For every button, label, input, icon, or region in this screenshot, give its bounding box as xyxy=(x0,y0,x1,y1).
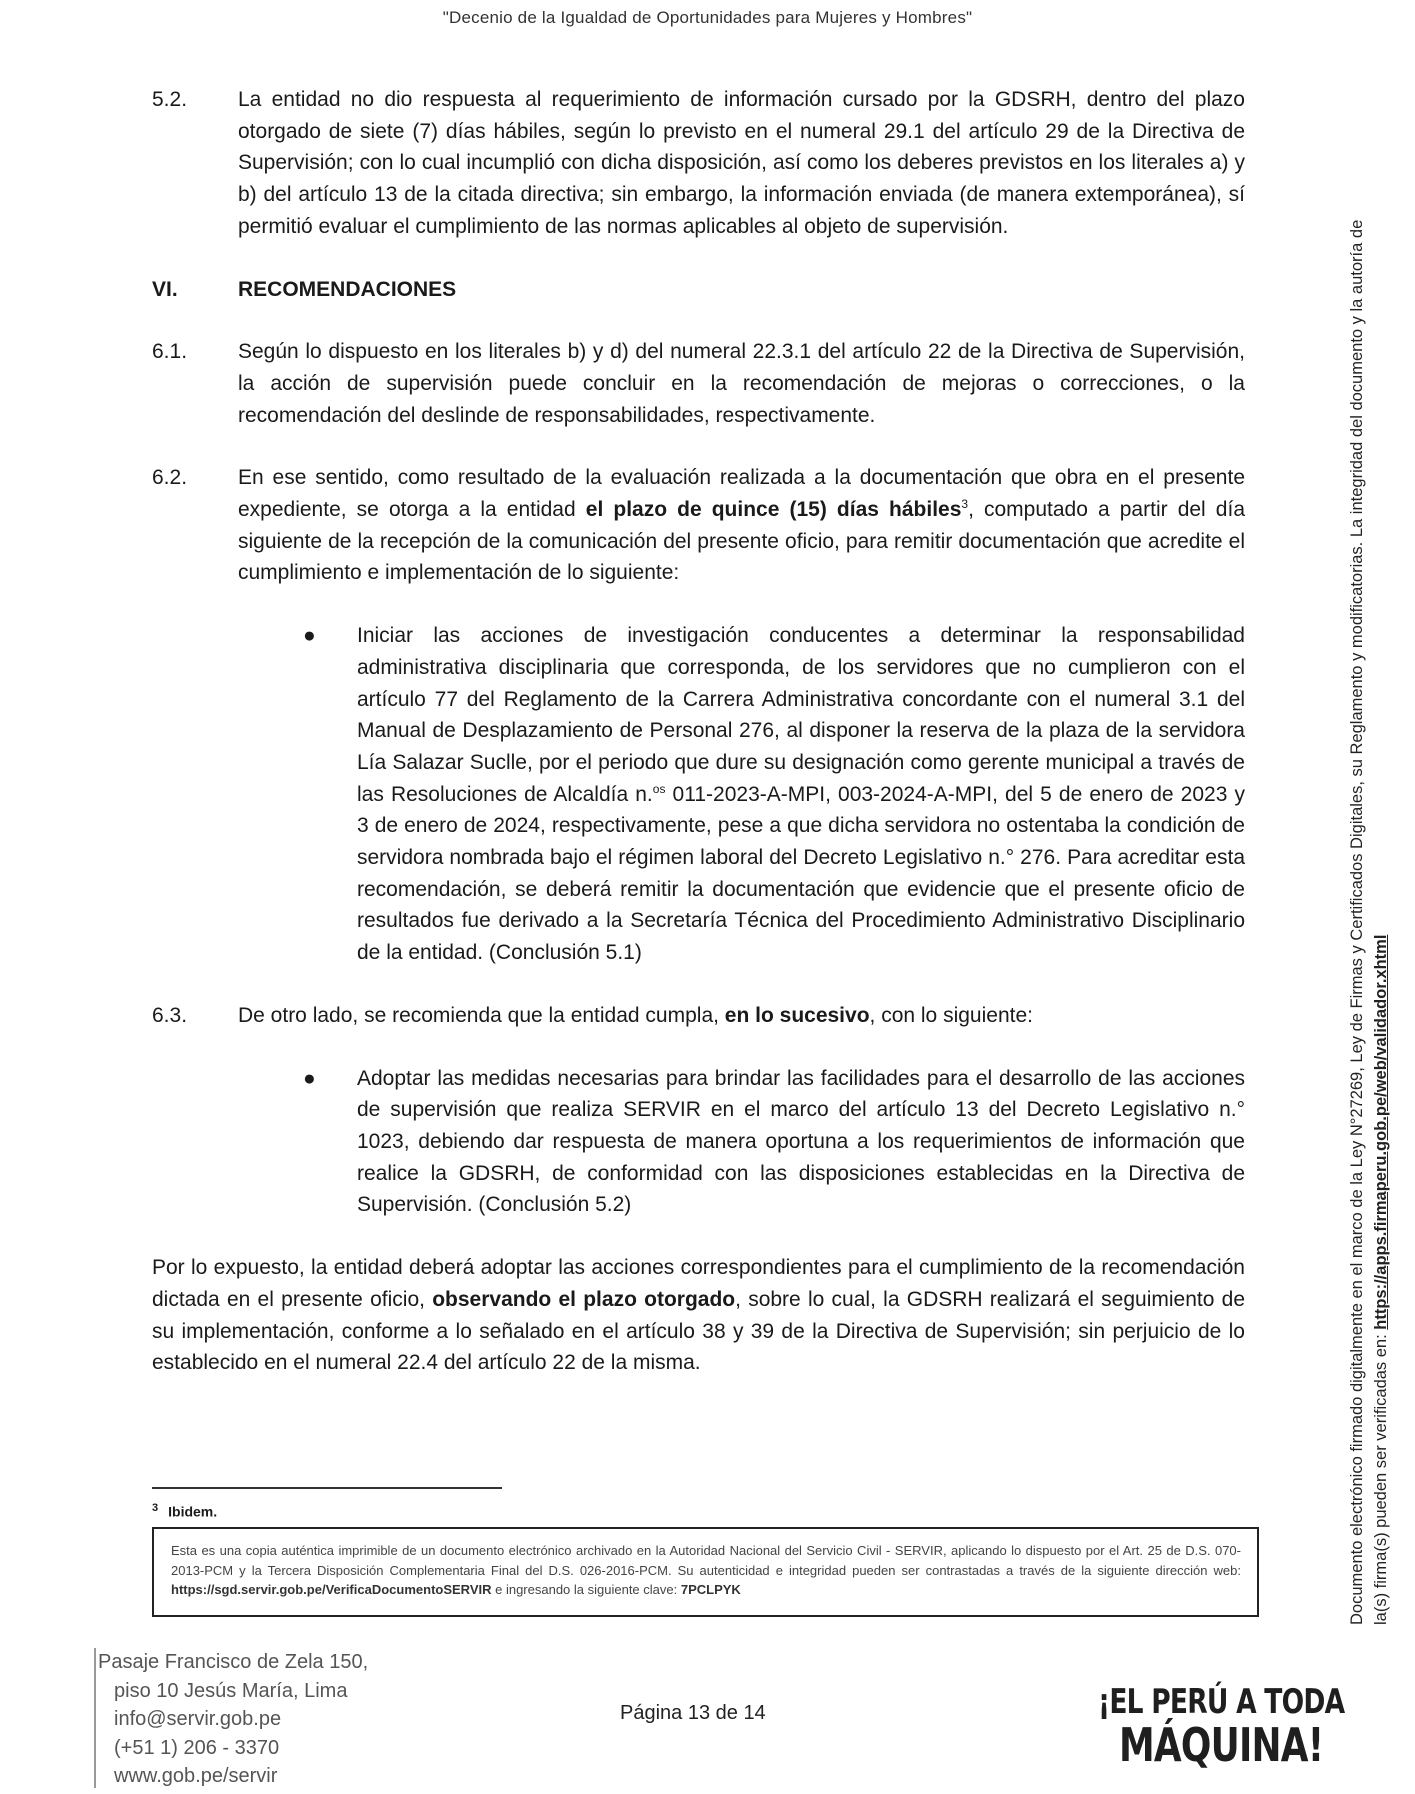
footer-phone: (+51 1) 206 - 3370 xyxy=(114,1736,280,1759)
section-text: La entidad no dio respuesta al requerimiento de información cursado por la GDSRH, dentro del plazo otorgado de siete (7) días hábiles, según lo previsto en el numeral 29.1 del artículo 29 de la Directiva de Supervisión; con lo cual incumplió con dicha disposición, así como los deberes previstos en los literales a) y b) del artículo 13 de la citada directiva; sin embargo, la información enviada (de manera extemporánea), sí permitió evaluar el cumplimiento de las normas aplicables al objeto de supervisión. xyxy=(238,88,1245,238)
footer-email[interactable]: info@servir.gob.pe xyxy=(114,1708,282,1730)
page-number: Página 13 de 14 xyxy=(620,1702,766,1724)
bullet-icon: ● xyxy=(303,1066,316,1090)
section-5-2 xyxy=(152,84,1245,243)
verification-key: 7PCLPYK xyxy=(680,1582,741,1597)
section-6-3: 6.3. De otro lado, se recomienda que la entidad cumpla, en lo sucesivo, con lo siguiente: xyxy=(152,1000,1245,1032)
footer-web[interactable]: www.gob.pe/servir xyxy=(114,1765,278,1787)
bullet-text: Adoptar las medidas necesarias para brindar las facilidades para el desarrollo de las acciones de supervisión que realiza SERVIR en el marco del artículo 13 del Decreto Legislativo n.° 1023, debiendo dar respuesta de manera oportuna a los requerimientos de información que realice la GDSRH, de conformidad con las disposiciones establecidas en la Directiva de Supervisión. (Conclusión 5.2) xyxy=(357,1066,1245,1217)
recommendation-bullet-2 xyxy=(152,1063,1245,1222)
deadline-emphasis: el plazo de quince (15) días hábiles xyxy=(585,498,962,522)
section-text: Según lo dispuesto en los literales b) y d) del numeral 22.3.1 del artículo 22 de la Directiva de Supervisión, la acción de supervisión puede concluir en la recomendación de mejoras o correcciones, o la recomendación del deslinde de responsabilidades, respectivamente. xyxy=(238,340,1245,427)
document-body xyxy=(152,84,1245,1379)
closing-paragraph: Por lo expuesto, la entidad deberá adoptar las acciones correspondientes para el cumplimiento de la recomendación dictada en el presente oficio, observando el plazo otorgado, sobre lo cual, la GDSRH realizará el seguimiento de su implementación, conforme a lo señalado en el artículo 38 y 39 de la Directiva de Supervisión; sin perjuicio de lo establecido en el numeral 22.4 del artículo 22 de la misma. xyxy=(152,1256,1245,1375)
footnote-divider xyxy=(152,1487,502,1489)
slogan-logo: ¡EL PERÚ A TODA MÁQUINA! xyxy=(1098,1682,1345,1772)
footnote: $^3$ Ibidem. xyxy=(152,1502,218,1520)
section-number: 6.1. xyxy=(152,340,188,364)
digital-signature-note: Documento electrónico firmado digitalmente en el marco de la Ley N°27269, Ley de Firmas y Certificados Digitales, su Reglamento y modificatorias. La integridad del documento y la autoría de la(s) firma(s) pueden ser verificadas en: https://apps.firmaperu.gob.pe/web/validador.xhtml xyxy=(1348,219,1390,1625)
emphasis: observando el plazo otorgado xyxy=(432,1287,736,1311)
section-number: 6.2. xyxy=(152,466,188,490)
section-6-1 xyxy=(152,336,1245,431)
bullet-icon: ● xyxy=(303,624,316,648)
verification-url[interactable]: https://sgd.servir.gob.pe/VerificaDocumentoSERVIR xyxy=(171,1582,492,1597)
section-6-2: 6.2. En ese sentido, como resultado de la evaluación realizada a la documentación que obra en el presente expediente, se otorga a la entidad el plazo de quince (15) días hábiles$^3$, computado a partir del día siguiente de la recepción de la comunicación del presente oficio, para remitir documentación que acredite el cumplimiento e implementación de lo siguiente: xyxy=(152,462,1245,589)
footer-address: Pasaje Francisco de Zela 150, piso 10 Jesús María, Lima info@servir.gob.pe (+51 1) 206 - 3370 www.gob.pe/servir xyxy=(94,1648,368,1788)
section-number: 6.3. xyxy=(152,1003,188,1027)
section-6-heading xyxy=(152,274,1245,306)
emphasis: en lo sucesivo xyxy=(724,1003,870,1027)
section-title: RECOMENDACIONES xyxy=(238,277,457,301)
recommendation-bullet-1: ● Iniciar las acciones de investigación conducentes a determinar la responsabilidad administrativa disciplinaria que corresponda, de los servidores que no cumplieron con el artículo 77 del Reglamento de la Carrera Administrativa concordante con el numeral 3.1 del Manual de Desplazamiento de Personal 276, al disponer la reserva de la plaza de la servidora Lía Salazar Suclle, por el periodo que dure su designación como gerente municipal a través de las Resoluciones de Alcaldía n.$^{os}$ 011-2023-A-MPI, 003-2024-A-MPI, del 5 de enero de 2023 y 3 de enero de 2024, respectivamente, pese a que dicha servidora no ostentaba la condición de servidora nombrada bajo el régimen laboral del Decreto Legislativo n.° 276. Para acreditar esta recomendación, se deberá remitir la documentación que evidencie que el presente oficio de resultados fue derivado a la Secretaría Técnica del Procedimiento Administrativo Disciplinario de la entidad. (Conclusión 5.1) xyxy=(152,620,1245,969)
bullet-text: Iniciar las acciones de investigación conducentes a determinar la responsabilidad administrativa disciplinaria que corresponda, de los servidores que no cumplieron con el artículo 77 del Reglamento de la Carrera Administrativa concordante con el numeral 3.1 del Manual de Desplazamiento de Personal 276, al disponer la reserva de la plaza de la servidora Lía Salazar Suclle, por el periodo que dure su designación como gerente municipal a través de las Resoluciones de Alcaldía n. xyxy=(357,624,1245,806)
section-text: En ese sentido, como resultado de la evaluación realizada a la documentación que obra en el presente expediente, se otorga a la entidad xyxy=(238,466,1245,522)
validator-link[interactable]: https://apps.firmaperu.gob.pe/web/validador.xhtml xyxy=(1372,934,1390,1330)
section-number: VI. xyxy=(152,277,178,301)
authenticity-notice: Esta es una copia auténtica imprimible de un documento electrónico archivado en la Autoridad Nacional del Servicio Civil - SERVIR, aplicando lo dispuesto por el Art. 25 de D.S. 070-2013-PCM y la Tercera Disposición Complementaria Final del D.S. 026-2016-PCM. Su autenticidad e integridad pueden ser contrastadas a través de la siguiente dirección web: https://sgd.servir.gob.pe/VerificaDocumentoSERVIR e ingresando la siguiente clave: 7PCLPYK xyxy=(152,1527,1259,1617)
footnote-ref: 3 xyxy=(961,497,969,512)
section-number: 5.2. xyxy=(152,88,188,111)
page-header: "Decenio de la Igualdad de Oportunidades para Mujeres y Hombres" xyxy=(442,8,973,27)
section-text: De otro lado, se recomienda que la entidad cumpla, xyxy=(238,1003,725,1027)
